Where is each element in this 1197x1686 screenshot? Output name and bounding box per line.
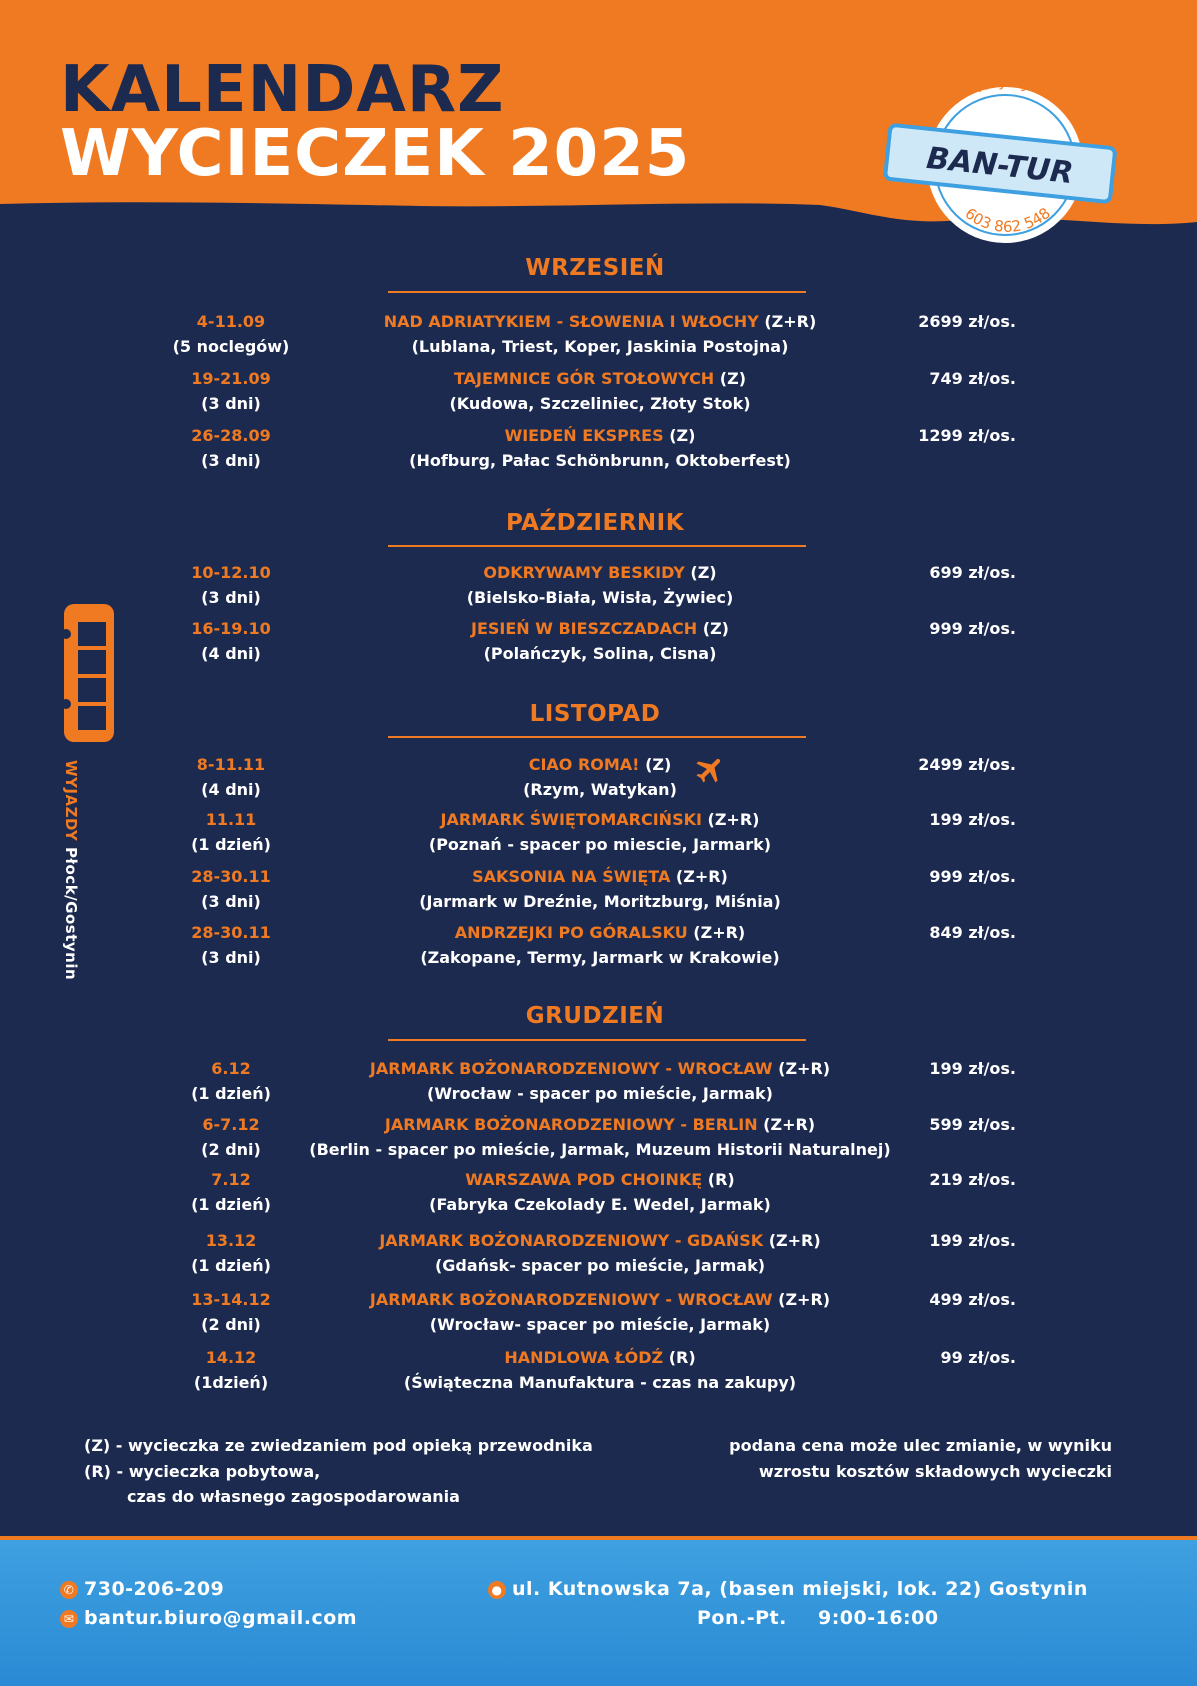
trip-duration: (3 dni)	[201, 892, 261, 911]
trip-price: 999 zł/os.	[929, 867, 1016, 886]
trip-price: 999 zł/os.	[929, 619, 1016, 638]
trip-row	[0, 923, 1197, 975]
trip-price: 1299 zł/os.	[918, 426, 1016, 445]
footer-address-text: ul. Kutnowska 7a, (basen miejski, lok. 22) Gostynin	[512, 1578, 1088, 1600]
trip-date: 13-14.12	[191, 1290, 271, 1309]
logo-brand: BAN-TUR	[924, 140, 1075, 192]
footer-email[interactable]	[60, 1607, 357, 1629]
footer-hours-time: 9:00-16:00	[817, 1607, 939, 1629]
footer-phone-number: 730-206-209	[84, 1578, 225, 1600]
trip-type-code: (Z)	[669, 426, 696, 445]
trip-type-code: (Z+R)	[707, 810, 760, 829]
trip-row	[0, 1231, 1197, 1283]
trip-date: 28-30.11	[191, 867, 271, 886]
trip-places: (Świąteczna Manufaktura - czas na zakupy)	[403, 1373, 797, 1392]
month-divider	[388, 291, 806, 293]
trip-title	[250, 1290, 950, 1309]
trip-row	[0, 755, 1197, 807]
trip-name: JARMARK BOŻONARODZENIOWY - BERLIN	[384, 1115, 758, 1134]
footer-phone[interactable]	[60, 1578, 224, 1600]
trip-title	[250, 369, 950, 388]
trip-type-code: (Z+R)	[778, 1059, 831, 1078]
trip-price: 199 zł/os.	[929, 1059, 1016, 1078]
trip-title	[250, 1231, 950, 1250]
trip-date: 13.12	[205, 1231, 257, 1250]
departures-label-orange: WYJAZDY	[62, 760, 80, 842]
trip-type-code: (R)	[707, 1170, 735, 1189]
trip-name: JARMARK BOŻONARODZENIOWY - GDAŃSK	[379, 1231, 764, 1250]
trip-duration: (1 dzień)	[191, 1195, 271, 1214]
trip-price: 199 zł/os.	[929, 1231, 1016, 1250]
trip-row	[0, 1290, 1197, 1342]
trip-name: JARMARK ŚWIĘTOMARCIŃSKI	[440, 810, 702, 829]
trip-date: 19-21.09	[191, 369, 271, 388]
trip-title	[250, 619, 950, 638]
trip-type-code: (Z)	[702, 619, 729, 638]
trip-price: 749 zł/os.	[929, 369, 1016, 388]
trip-price: 99 zł/os.	[940, 1348, 1016, 1367]
trip-name: HANDLOWA ŁÓDŹ	[504, 1348, 664, 1367]
ban-tur-logo	[875, 75, 1125, 255]
trip-row	[0, 810, 1197, 862]
trip-row	[0, 867, 1197, 919]
trip-date: 6.12	[211, 1059, 251, 1078]
trip-duration: (1 dzień)	[191, 1256, 271, 1275]
trip-type-code: (Z+R)	[693, 923, 746, 942]
trip-duration: (1 dzień)	[191, 835, 271, 854]
trip-places: (Gdańsk- spacer po mieście, Jarmak)	[434, 1256, 766, 1275]
trip-type-code: (Z)	[719, 369, 747, 388]
trip-date: 8-11.11	[196, 755, 266, 774]
trip-places: (Fabryka Czekolady E. Wedel, Jarmak)	[429, 1195, 771, 1214]
trip-duration: (2 dni)	[201, 1315, 261, 1334]
trip-row	[0, 426, 1197, 478]
trip-price: 219 zł/os.	[929, 1170, 1016, 1189]
trip-title	[250, 867, 950, 886]
trip-name: TAJEMNICE GÓR STOŁOWYCH	[453, 369, 715, 388]
trip-row	[0, 1059, 1197, 1111]
legend-r-detail: czas do własnego zagospodarowania	[127, 1487, 460, 1506]
trip-name: JARMARK BOŻONARODZENIOWY - WROCŁAW	[369, 1059, 773, 1078]
trip-date: 7.12	[211, 1170, 251, 1189]
trip-title	[250, 563, 950, 582]
price-note-line2: wzrostu kosztów składowych wycieczki	[758, 1462, 1112, 1481]
trip-duration: (3 dni)	[201, 588, 261, 607]
trip-row	[0, 1348, 1197, 1400]
trip-date: 16-19.10	[191, 619, 271, 638]
logo-top-text: Turystyka	[971, 75, 1054, 103]
month-divider	[388, 545, 806, 547]
trip-type-code: (Z)	[645, 755, 672, 774]
trip-type-code: (Z+R)	[763, 1115, 816, 1134]
trip-places: (Bielsko-Biała, Wisła, Żywiec)	[466, 588, 734, 607]
month-divider	[388, 1039, 806, 1041]
trip-row	[0, 1115, 1197, 1167]
trip-title	[250, 755, 950, 774]
trip-row	[0, 1170, 1197, 1222]
trip-price: 199 zł/os.	[929, 810, 1016, 829]
trip-duration: (3 dni)	[201, 948, 261, 967]
trip-type-code: (R)	[668, 1348, 696, 1367]
month-heading: GRUDZIEŃ	[525, 1003, 665, 1029]
trip-places: (Hofburg, Pałac Schönbrunn, Oktoberfest)	[409, 451, 791, 470]
trip-places: (Lublana, Triest, Koper, Jaskinia Postojna)	[411, 337, 789, 356]
trip-duration: (4 dni)	[201, 780, 261, 799]
trip-row	[0, 369, 1197, 421]
trip-type-code: (Z+R)	[675, 867, 728, 886]
trip-duration: (3 dni)	[201, 451, 261, 470]
phone-icon: ✆	[60, 1581, 78, 1599]
trip-places: (Poznań - spacer po miescie, Jarmark)	[428, 835, 772, 854]
trip-date: 10-12.10	[191, 563, 271, 582]
trip-price: 849 zł/os.	[929, 923, 1016, 942]
mail-icon: ✉	[60, 1610, 78, 1628]
trip-duration: (1 dzień)	[191, 1084, 271, 1103]
trip-places: (Zakopane, Termy, Jarmark w Krakowie)	[420, 948, 780, 967]
trip-places: (Wrocław - spacer po mieście, Jarmak)	[427, 1084, 773, 1103]
trip-date: 26-28.09	[191, 426, 271, 445]
trip-name: WIEDEŃ EKSPRES	[504, 426, 664, 445]
legend-z: (Z) - wycieczka ze zwiedzaniem pod opieką przewodnika	[84, 1436, 593, 1455]
trip-duration: (3 dni)	[201, 394, 261, 413]
month-heading: WRZESIEŃ	[525, 255, 665, 281]
trip-title	[250, 1348, 950, 1367]
trip-places: (Berlin - spacer po mieście, Jarmak, Muzeum Historii Naturalnej)	[309, 1140, 891, 1159]
month-divider	[388, 736, 806, 738]
trip-title	[250, 1059, 950, 1078]
trip-price: 2699 zł/os.	[918, 312, 1016, 331]
trip-type-code: (Z)	[690, 563, 717, 582]
trip-row	[0, 563, 1197, 615]
trip-title	[250, 312, 950, 331]
trip-title	[250, 923, 950, 942]
footer-hours-days: Pon.-Pt.	[697, 1607, 787, 1629]
trip-price: 2499 zł/os.	[918, 755, 1016, 774]
trip-name: WARSZAWA POD CHOINKĘ	[465, 1170, 703, 1189]
trip-date: 14.12	[205, 1348, 257, 1367]
trip-title	[250, 1170, 950, 1189]
trip-name: JARMARK BOŻONARODZENIOWY - WROCŁAW	[369, 1290, 773, 1309]
trip-row	[0, 312, 1197, 364]
trip-duration: (1dzień)	[193, 1373, 269, 1392]
trip-name: SAKSONIA NA ŚWIĘTA	[472, 867, 671, 886]
trip-name: JESIEŃ W BIESZCZADACH	[470, 619, 698, 638]
trip-type-code: (Z+R)	[764, 312, 817, 331]
logo-phone: 603 862 548	[961, 203, 1054, 236]
footer-email-address: bantur.biuro@gmail.com	[84, 1607, 358, 1629]
trip-places: (Wrocław- spacer po mieście, Jarmak)	[429, 1315, 771, 1334]
footer-address	[488, 1578, 1088, 1600]
trip-name: CIAO ROMA!	[528, 755, 640, 774]
trip-name: ODKRYWAMY BESKIDY	[483, 563, 685, 582]
trip-name: NAD ADRIATYKIEM - SŁOWENIA I WŁOCHY	[383, 312, 759, 331]
trip-price: 699 zł/os.	[929, 563, 1016, 582]
trip-date: 6-7.12	[202, 1115, 260, 1134]
footer-hours	[697, 1607, 939, 1629]
trip-type-code: (Z+R)	[778, 1290, 831, 1309]
trip-price: 599 zł/os.	[929, 1115, 1016, 1134]
month-heading: LISTOPAD	[529, 701, 661, 727]
page-title-line2: WYCIECZEK 2025	[60, 117, 691, 191]
trip-type-code: (Z+R)	[768, 1231, 821, 1250]
trip-row	[0, 619, 1197, 671]
legend-r: (R) - wycieczka pobytowa,	[84, 1462, 321, 1481]
location-pin-icon: ●	[488, 1581, 506, 1599]
trip-duration: (2 dni)	[201, 1140, 261, 1159]
trip-title	[250, 1115, 950, 1134]
trip-date: 28-30.11	[191, 923, 271, 942]
trip-places: (Kudowa, Szczeliniec, Złoty Stok)	[449, 394, 751, 413]
trip-title	[250, 810, 950, 829]
month-heading: PAŹDZIERNIK	[505, 510, 685, 536]
trip-price: 499 zł/os.	[929, 1290, 1016, 1309]
trip-places: (Rzym, Watykan)	[523, 780, 677, 799]
trip-date: 4-11.09	[196, 312, 266, 331]
trip-title	[250, 426, 950, 445]
trip-places: (Polańczyk, Solina, Cisna)	[483, 644, 717, 663]
trip-date: 11.11	[205, 810, 257, 829]
trip-duration: (4 dni)	[201, 644, 261, 663]
trip-duration: (5 noclegów)	[172, 337, 290, 356]
page-title-line1: KALENDARZ	[60, 53, 505, 127]
trip-places: (Jarmark w Dreźnie, Moritzburg, Miśnia)	[419, 892, 781, 911]
trip-name: ANDRZEJKI PO GÓRALSKU	[454, 923, 688, 942]
price-note-line1: podana cena może ulec zmianie, w wyniku	[729, 1436, 1112, 1455]
departures-label-cities: Płock/Gostynin	[62, 846, 80, 981]
